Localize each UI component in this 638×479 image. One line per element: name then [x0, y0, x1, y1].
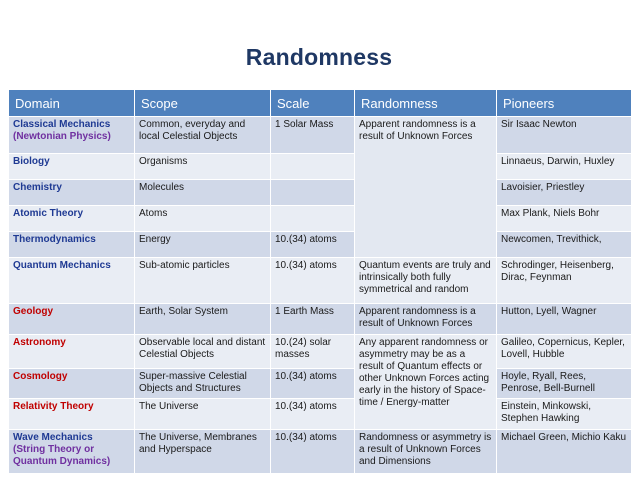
- randomness-cell: Apparent randomness is a result of Unknown Forces: [355, 304, 497, 335]
- randomness-cell: Quantum events are truly and intrinsically both fully symmetrical and random: [355, 258, 497, 304]
- pioneers-cell: Hoyle, Ryall, Rees, Penrose, Bell-Burnell: [497, 369, 632, 399]
- table-row: [9, 369, 632, 399]
- scale-cell: 10.(34) atoms: [271, 399, 355, 430]
- pioneers-cell: Max Plank, Niels Bohr: [497, 206, 632, 232]
- scope-cell: Molecules: [135, 180, 271, 206]
- domain-cell: Geology: [9, 304, 135, 335]
- domain-cell: Atomic Theory: [9, 206, 135, 232]
- scale-cell: 10.(34) atoms: [271, 232, 355, 258]
- table-row: [9, 304, 632, 335]
- header-scope: Scope: [135, 90, 271, 117]
- pioneers-cell: Newcomen, Trevithick,: [497, 232, 632, 258]
- header-domain: Domain: [9, 90, 135, 117]
- scale-cell: [271, 206, 355, 232]
- randomness-cell: Any apparent randomness or asymmetry may be as a result of Quantum effects or other Unknown Forces acting early in the history of Space-time / Energy-matter: [355, 335, 497, 430]
- table-row: [9, 335, 632, 369]
- scope-cell: The Universe, Membranes and Hyperspace: [135, 430, 271, 474]
- scope-cell: Common, everyday and local Celestial Objects: [135, 117, 271, 154]
- scale-cell: [271, 180, 355, 206]
- randomness-table: [8, 89, 632, 474]
- domain-cell: Cosmology: [9, 369, 135, 399]
- table-row: [9, 430, 632, 474]
- table-row: [9, 180, 632, 206]
- pioneers-cell: Hutton, Lyell, Wagner: [497, 304, 632, 335]
- scope-cell: Organisms: [135, 154, 271, 180]
- scope-cell: Atoms: [135, 206, 271, 232]
- randomness-cell: Randomness or asymmetry is a result of Unknown Forces and Dimensions: [355, 430, 497, 474]
- scope-cell: Energy: [135, 232, 271, 258]
- table-row: [9, 258, 632, 304]
- domain-cell: Biology: [9, 154, 135, 180]
- pioneers-cell: Michael Green, Michio Kaku: [497, 430, 632, 474]
- page-title: Randomness: [245, 44, 393, 70]
- domain-cell: Relativity Theory: [9, 399, 135, 430]
- scope-cell: Observable local and distant Celestial Objects: [135, 335, 271, 369]
- scale-cell: 10.(34) atoms: [271, 369, 355, 399]
- header-row: [9, 90, 632, 117]
- table-row: [9, 206, 632, 232]
- domain-cell: Classical Mechanics (Newtonian Physics): [9, 117, 135, 154]
- randomness-cell: Apparent randomness is a result of Unknown Forces: [355, 117, 497, 258]
- pioneers-cell: Lavoisier, Priestley: [497, 180, 632, 206]
- pioneers-cell: Einstein, Minkowski, Stephen Hawking: [497, 399, 632, 430]
- scale-cell: 10.(24) solar masses: [271, 335, 355, 369]
- header-pioneers: Pioneers: [497, 90, 632, 117]
- header-randomness: Randomness: [355, 90, 497, 117]
- table-row: [9, 117, 632, 154]
- pioneers-cell: Linnaeus, Darwin, Huxley: [497, 154, 632, 180]
- table-row: [9, 399, 632, 430]
- scope-cell: The Universe: [135, 399, 271, 430]
- scope-cell: Sub-atomic particles: [135, 258, 271, 304]
- domain-cell: Thermodynamics: [9, 232, 135, 258]
- scope-cell: Earth, Solar System: [135, 304, 271, 335]
- scope-cell: Super-massive Celestial Objects and Structures: [135, 369, 271, 399]
- scale-cell: 1 Earth Mass: [271, 304, 355, 335]
- table-row: [9, 232, 632, 258]
- header-scale: Scale: [271, 90, 355, 117]
- pioneers-cell: Galileo, Copernicus, Kepler, Lovell, Hubble: [497, 335, 632, 369]
- domain-cell: Chemistry: [9, 180, 135, 206]
- scale-cell: 10.(34) atoms: [271, 430, 355, 474]
- pioneers-cell: Sir Isaac Newton: [497, 117, 632, 154]
- table-row: [9, 154, 632, 180]
- scale-cell: 1 Solar Mass: [271, 117, 355, 154]
- scale-cell: [271, 154, 355, 180]
- domain-cell: Quantum Mechanics: [9, 258, 135, 304]
- domain-cell: Astronomy: [9, 335, 135, 369]
- domain-cell: Wave Mechanics (String Theory or Quantum Dynamics): [9, 430, 135, 474]
- pioneers-cell: Schrodinger, Heisenberg, Dirac, Feynman: [497, 258, 632, 304]
- scale-cell: 10.(34) atoms: [271, 258, 355, 304]
